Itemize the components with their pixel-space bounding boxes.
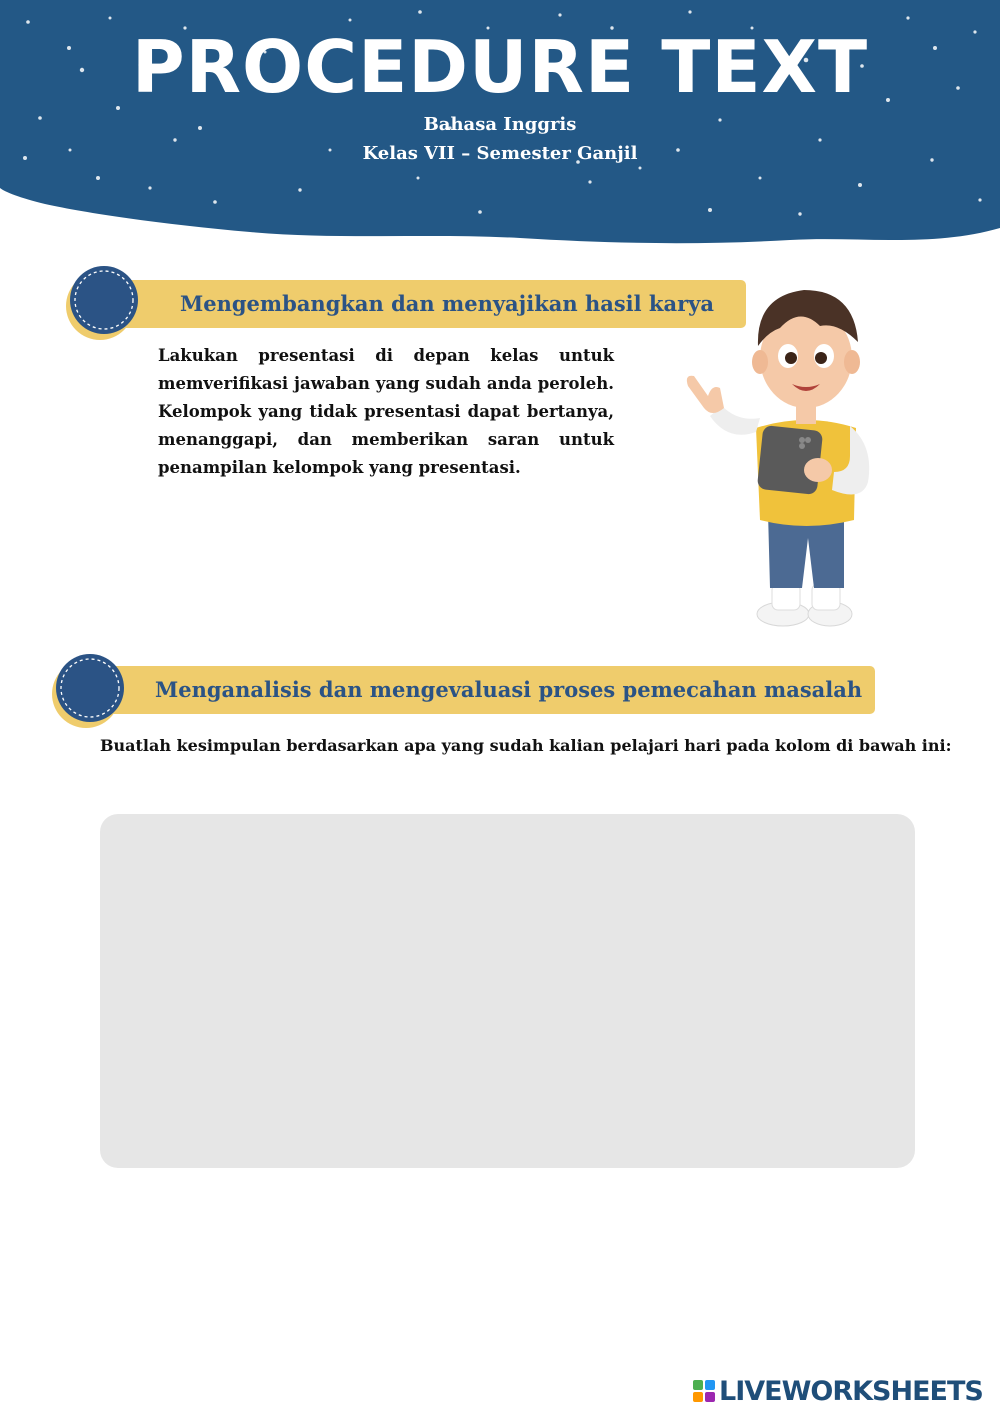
liveworksheets-grid-icon bbox=[693, 1380, 715, 1402]
subject-label: Bahasa Inggris bbox=[423, 114, 577, 135]
section2-heading-banner bbox=[100, 666, 875, 714]
section1-body-text: Lakukan presentasi di depan kelas untuk memverifikasi jawaban yang sudah anda peroleh. Kelompok yang tidak presentasi dapat bertanya, menanggapi, dan memberikan saran untuk penampilan kelompok yang presentasi. bbox=[158, 346, 614, 477]
class-semester-label: Kelas VII – Semester Ganjil bbox=[362, 143, 638, 164]
section2-circle-badge-icon bbox=[52, 652, 128, 728]
page-title: PROCEDURE TEXT bbox=[131, 25, 869, 109]
liveworksheets-brand-text: LIVEWORKSHEETS bbox=[719, 1375, 983, 1407]
section2-instruction: Buatlah kesimpulan berdasarkan apa yang sudah kalian pelajari hari pada kolom di bawah ini: bbox=[100, 736, 952, 755]
header-banner bbox=[0, 0, 1000, 260]
section2-heading: Menganalisis dan mengevaluasi proses pemecahan masalah bbox=[155, 677, 863, 702]
waving-boy-with-phone-icon bbox=[668, 276, 878, 632]
section1-heading-banner bbox=[110, 280, 746, 328]
liveworksheets-logo bbox=[693, 1374, 983, 1408]
conclusion-answer-box[interactable] bbox=[100, 814, 915, 1168]
section1-circle-badge-icon bbox=[66, 264, 142, 340]
section1-heading: Mengembangkan dan menyajikan hasil karya bbox=[180, 291, 714, 316]
